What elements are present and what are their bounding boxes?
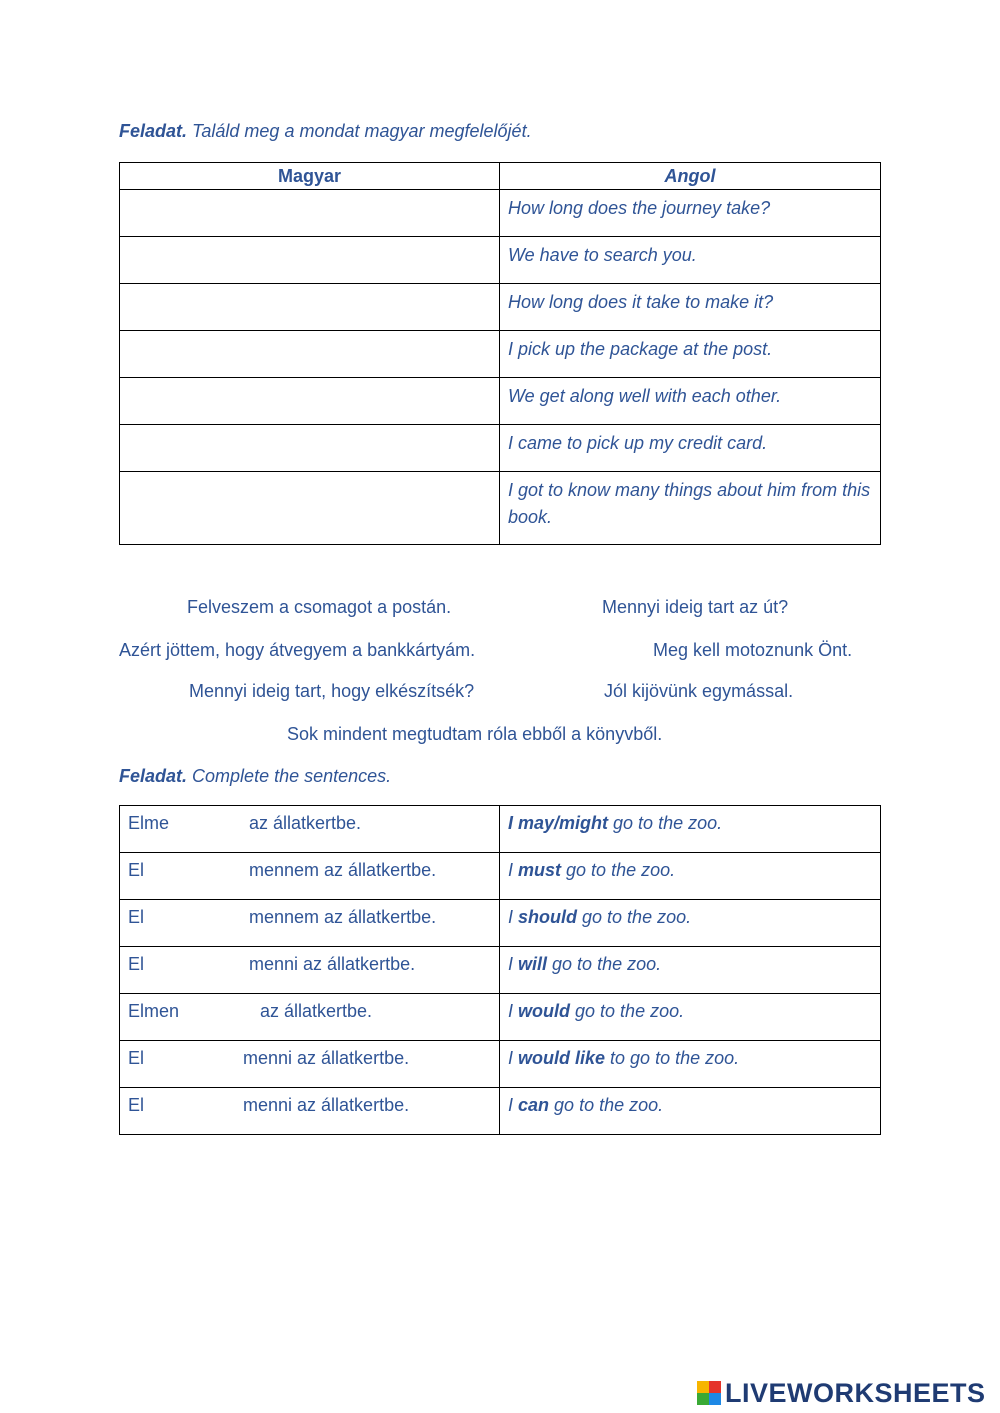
sentence-start: El xyxy=(128,1048,145,1068)
en-post: to go to the zoo. xyxy=(605,1048,740,1068)
task2-label: Feladat. xyxy=(119,766,188,786)
answer-cell[interactable] xyxy=(120,237,500,284)
table-row xyxy=(120,947,881,994)
table-row xyxy=(120,1088,881,1135)
sentence-end: az állatkertbe. xyxy=(260,1001,373,1021)
hungarian-sentence[interactable] xyxy=(120,1041,500,1088)
en-post: go to the zoo. xyxy=(547,954,662,974)
answer-cell[interactable] xyxy=(120,472,500,545)
word-bank-item[interactable]: Jól kijövünk egymással. xyxy=(604,681,794,701)
en-pre: I xyxy=(508,1048,519,1068)
table-row xyxy=(120,331,881,378)
english-sentence xyxy=(500,1041,881,1088)
table-row xyxy=(120,190,881,237)
modal-verb: can xyxy=(518,1095,550,1115)
sentence-start: Elme xyxy=(128,813,170,833)
task1-instruction: Találd meg a mondat magyar megfelelőjét. xyxy=(192,121,532,141)
task2-instruction: Complete the sentences. xyxy=(192,766,392,786)
en-post: go to the zoo. xyxy=(608,813,723,833)
hungarian-sentence[interactable] xyxy=(120,947,500,994)
sentence-end: az állatkertbe. xyxy=(249,813,362,833)
word-bank-item[interactable]: Azért jöttem, hogy átvegyem a bankkártyám. xyxy=(119,640,476,660)
hungarian-sentence[interactable] xyxy=(120,853,500,900)
hungarian-sentence[interactable] xyxy=(120,900,500,947)
modal-verb: must xyxy=(518,860,562,880)
en-post: go to the zoo. xyxy=(577,907,692,927)
sentence-start: El xyxy=(128,954,145,974)
en-pre: I xyxy=(508,1095,519,1115)
english-sentence xyxy=(500,806,881,853)
sentence-end: menni az állatkertbe. xyxy=(243,1048,410,1068)
table-row xyxy=(120,378,881,425)
word-bank-item[interactable]: Mennyi ideig tart az út? xyxy=(602,597,789,617)
sentence-end: menni az állatkertbe. xyxy=(249,954,416,974)
table-row xyxy=(120,900,881,947)
en-pre: I xyxy=(508,1001,519,1021)
en-post: go to the zoo. xyxy=(549,1095,664,1115)
english-sentence xyxy=(500,1088,881,1135)
sentence-end: mennem az állatkertbe. xyxy=(249,907,437,927)
liveworksheets-logo[interactable] xyxy=(697,1378,986,1408)
word-bank-item[interactable]: Felveszem a csomagot a postán. xyxy=(187,597,452,617)
header-hungarian: Magyar xyxy=(120,163,500,190)
liveworksheets-icon xyxy=(697,1381,721,1405)
modal-verb: should xyxy=(518,907,578,927)
word-bank-item[interactable]: Meg kell motoznunk Önt. xyxy=(653,640,853,660)
english-sentence: How long does it take to make it? xyxy=(500,284,881,331)
sentence-end: mennem az állatkertbe. xyxy=(249,860,437,880)
sentence-end: menni az állatkertbe. xyxy=(243,1095,410,1115)
english-sentence xyxy=(500,994,881,1041)
table-header-row xyxy=(120,163,881,190)
word-bank-item[interactable]: Mennyi ideig tart, hogy elkészítsék? xyxy=(189,681,475,701)
hungarian-sentence[interactable] xyxy=(120,806,500,853)
task1-heading xyxy=(119,121,532,142)
en-pre: I xyxy=(508,907,519,927)
en-pre: I xyxy=(508,954,519,974)
completion-table xyxy=(119,805,881,1135)
en-post: go to the zoo. xyxy=(561,860,676,880)
hungarian-sentence[interactable] xyxy=(120,994,500,1041)
modal-verb: would xyxy=(518,1001,571,1021)
table-row xyxy=(120,806,881,853)
table-row xyxy=(120,237,881,284)
modal-verb: would like xyxy=(518,1048,606,1068)
english-sentence: How long does the journey take? xyxy=(500,190,881,237)
english-sentence: We have to search you. xyxy=(500,237,881,284)
en-pre: I xyxy=(508,860,519,880)
table-row xyxy=(120,994,881,1041)
sentence-start: El xyxy=(128,860,145,880)
sentence-start: Elmen xyxy=(128,1001,180,1021)
table-row xyxy=(120,853,881,900)
hungarian-sentence[interactable] xyxy=(120,1088,500,1135)
answer-cell[interactable] xyxy=(120,425,500,472)
answer-cell[interactable] xyxy=(120,190,500,237)
sentence-start: El xyxy=(128,1095,145,1115)
english-sentence: I got to know many things about him from this book. xyxy=(500,472,881,545)
modal-verb: I may/might xyxy=(508,813,609,833)
word-bank-item[interactable]: Sok mindent megtudtam róla ebből a könyvből. xyxy=(287,724,663,744)
task1-label: Feladat. xyxy=(119,121,188,141)
table-row xyxy=(120,425,881,472)
english-sentence: I pick up the package at the post. xyxy=(500,331,881,378)
translation-table xyxy=(119,162,881,545)
table-row xyxy=(120,472,881,545)
answer-cell[interactable] xyxy=(120,284,500,331)
answer-cell[interactable] xyxy=(120,331,500,378)
table-row xyxy=(120,284,881,331)
english-sentence xyxy=(500,853,881,900)
answer-cell[interactable] xyxy=(120,378,500,425)
modal-verb: will xyxy=(518,954,548,974)
sentence-start: El xyxy=(128,907,145,927)
english-sentence: We get along well with each other. xyxy=(500,378,881,425)
logo-text: LIVEWORKSHEETS xyxy=(725,1377,986,1408)
english-sentence xyxy=(500,947,881,994)
task2-heading xyxy=(119,766,391,787)
english-sentence xyxy=(500,900,881,947)
english-sentence: I came to pick up my credit card. xyxy=(500,425,881,472)
table-row xyxy=(120,1041,881,1088)
header-english: Angol xyxy=(500,163,881,190)
en-post: go to the zoo. xyxy=(570,1001,685,1021)
